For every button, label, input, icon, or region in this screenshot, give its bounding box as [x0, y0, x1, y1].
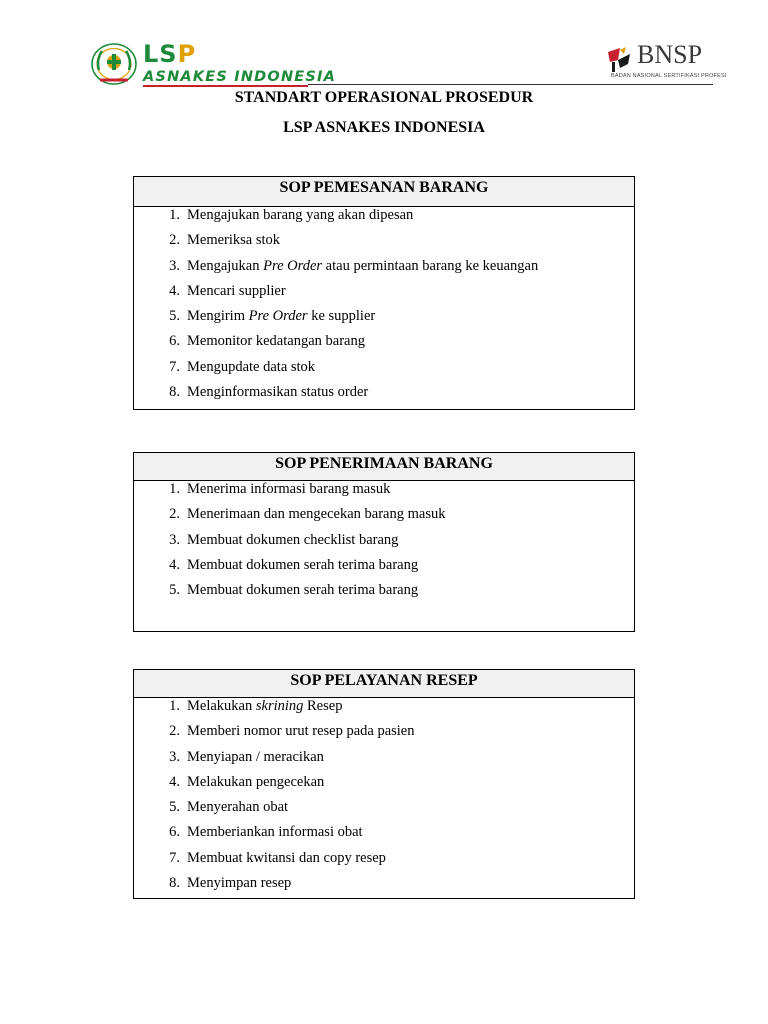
document-header [0, 0, 768, 90]
step-text: Mengajukan [187, 257, 264, 274]
step-number: 5. [169, 308, 180, 325]
list-item [134, 582, 634, 607]
document-title: STANDART OPERASIONAL PROSEDUR [234, 89, 534, 106]
list-item [134, 258, 634, 283]
step-text: Menyerahan obat [187, 799, 289, 816]
list-item [134, 207, 634, 232]
sop-box-pemesanan [133, 176, 635, 410]
list-item [134, 875, 634, 900]
sop-heading-text: SOP PENERIMAAN BARANG [275, 455, 493, 472]
list-item [134, 506, 634, 531]
step-number: 5. [169, 582, 180, 599]
document-subtitle: LSP ASNAKES INDONESIA [283, 119, 485, 136]
header-rule [308, 84, 713, 85]
lsp-logo-part-green: LS [143, 40, 178, 68]
step-text: Mengupdate data stok [187, 358, 316, 375]
step-number: 7. [169, 358, 180, 375]
step-text: Memberi nomor urut resep pada pasien [187, 723, 415, 740]
list-item [134, 774, 634, 799]
step-number: 1. [169, 207, 180, 223]
list-item [134, 749, 634, 774]
lsp-emblem-icon [90, 42, 138, 86]
list-item [134, 723, 634, 748]
step-number: 3. [169, 748, 180, 765]
step-text-continued: ke supplier [307, 308, 376, 325]
step-text: Memberiankan informasi obat [187, 824, 363, 841]
step-number: 6. [169, 824, 180, 841]
step-number: 2. [169, 232, 180, 249]
sop-heading [134, 453, 634, 481]
sop-steps-list [134, 698, 634, 900]
step-number: 4. [169, 773, 180, 790]
header-accent-rule [143, 85, 308, 87]
step-text: Membuat dokumen serah terima barang [187, 556, 419, 573]
step-text: Mengajukan barang yang akan dipesan [187, 207, 414, 223]
step-number: 1. [169, 698, 180, 714]
step-number: 4. [169, 556, 180, 573]
list-item [134, 308, 634, 333]
step-text-emphasis: skrining [255, 698, 304, 714]
step-text: Memeriksa stok [187, 232, 281, 249]
step-text: Menerima informasi barang masuk [187, 481, 391, 497]
bnsp-logo-text: BNSP [637, 40, 703, 69]
step-number: 3. [169, 257, 180, 274]
step-number: 2. [169, 723, 180, 740]
step-text: Memonitor kedatangan barang [187, 333, 365, 350]
step-number: 5. [169, 799, 180, 816]
sop-box-penerimaan [133, 452, 635, 632]
step-text: Membuat dokumen serah terima barang [187, 582, 419, 599]
list-item [134, 283, 634, 308]
list-item [134, 232, 634, 257]
list-item [134, 698, 634, 723]
list-item [134, 481, 634, 506]
step-text: Menyiapan / meracikan [187, 748, 324, 765]
bnsp-subtitle: BADAN NASIONAL SERTIFIKASI PROFESI [611, 73, 727, 79]
list-item [134, 359, 634, 384]
step-number: 1. [169, 481, 180, 497]
bnsp-emblem-icon [606, 44, 636, 74]
step-number: 4. [169, 282, 180, 299]
step-number: 2. [169, 506, 180, 523]
list-item [134, 824, 634, 849]
step-text: Melakukan [187, 698, 256, 714]
sop-box-pelayanan-resep [133, 669, 635, 899]
sop-steps-list [134, 207, 634, 409]
step-text: Menyimpan resep [187, 875, 292, 892]
sop-heading-text: SOP PEMESANAN BARANG [279, 179, 489, 196]
step-text: Membuat kwitansi dan copy resep [187, 849, 386, 866]
step-number: 8. [169, 384, 180, 401]
step-number: 3. [169, 531, 180, 548]
list-item [134, 799, 634, 824]
step-text-continued: Resep [303, 698, 343, 714]
step-number: 8. [169, 875, 180, 892]
lsp-logo-part-gold: P [177, 40, 197, 68]
sop-heading [134, 177, 634, 207]
step-text: Menginformasikan status order [187, 384, 369, 401]
step-text-emphasis: Pre Order [248, 308, 308, 325]
step-text-continued: atau permintaan barang ke keuangan [322, 257, 539, 274]
step-text: Membuat dokumen checklist barang [187, 531, 399, 548]
step-text-emphasis: Pre Order [263, 257, 323, 274]
step-text: Menerimaan dan mengecekan barang masuk [187, 506, 446, 523]
step-text: Melakukan pengecekan [187, 773, 325, 790]
list-item [134, 333, 634, 358]
list-item [134, 850, 634, 875]
list-item [134, 384, 634, 409]
list-item [134, 532, 634, 557]
sop-steps-list [134, 481, 634, 607]
step-number: 6. [169, 333, 180, 350]
sop-heading [134, 670, 634, 698]
sop-heading-text: SOP PELAYANAN RESEP [290, 672, 478, 689]
list-item [134, 557, 634, 582]
step-text: Mencari supplier [187, 282, 286, 299]
step-number: 7. [169, 849, 180, 866]
lsp-logo-text [143, 40, 196, 68]
org-name-logo: ASNAKES INDONESIA [143, 69, 337, 85]
step-text: Mengirim [187, 308, 249, 325]
